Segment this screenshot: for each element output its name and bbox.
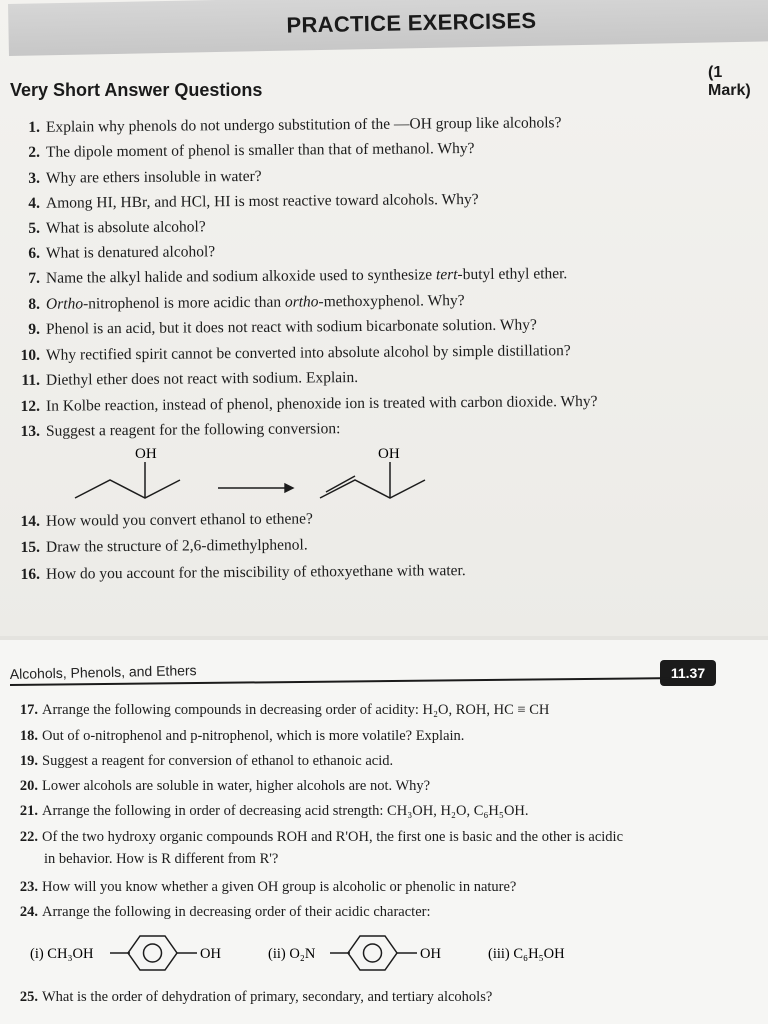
question-22: 22. Of the two hydroxy organic compounds ROH and R'OH, the first one is basic and the other is acidic bbox=[19, 829, 624, 845]
section-title: Very Short Answer Questions bbox=[10, 80, 263, 100]
compound-ii-prefix: (ii) O₂N bbox=[268, 946, 316, 962]
product-oh-label: OH bbox=[378, 446, 400, 462]
question-2: 2. The dipole moment of phenol is smaller than that of methanol. Why? bbox=[28, 139, 475, 161]
marks-label: (1 Mark) bbox=[708, 64, 751, 99]
question-6: 6. What is denatured alcohol? bbox=[28, 243, 216, 262]
reactant-structure bbox=[75, 462, 180, 498]
question-16: 16. How do you account for the miscibility of ethoxyethane with water. bbox=[20, 562, 466, 583]
question-1: 1. Explain why phenols do not undergo substitution of the —OH group like alcohols? bbox=[28, 114, 562, 136]
question-14: 14. How would you convert ethanol to ethene? bbox=[20, 510, 313, 530]
question-10: 10. Why rectified spirit cannot be converted into absolute alcohol by simple distillation? bbox=[20, 342, 571, 364]
question-11: 11. Diethyl ether does not react with sodium. Explain. bbox=[21, 368, 359, 389]
question-23: 23. How will you know whether a given OH group is alcoholic or phenolic in nature? bbox=[19, 879, 517, 895]
question-21: 21. Arrange the following in order of decreasing acid strength: CH₃OH, H₂O, C₆H₅OH. bbox=[19, 803, 529, 819]
question-12: 12. In Kolbe reaction, instead of phenol, phenoxide ion is treated with carbon dioxide. Why? bbox=[20, 392, 598, 415]
reactant-oh-label: OH bbox=[135, 446, 157, 462]
question-8: 8. Ortho-nitrophenol is more acidic than ortho-methoxyphenol. Why? bbox=[28, 292, 465, 313]
question-15: 15. Draw the structure of 2,6-dimethylphenol. bbox=[20, 536, 308, 556]
conversion-diagram bbox=[60, 440, 480, 512]
question-4: 4. Among HI, HBr, and HCl, HI is most reactive toward alcohols. Why? bbox=[28, 190, 479, 212]
compound-i-suffix: OH bbox=[200, 946, 221, 962]
question-3: 3. Why are ethers insoluble in water? bbox=[28, 167, 262, 187]
question-5: 5. What is absolute alcohol? bbox=[28, 218, 206, 237]
question-17: 17. Arrange the following compounds in decreasing order of acidity: H₂O, ROH, HC ≡ CH bbox=[19, 702, 550, 718]
practice-banner bbox=[8, 0, 768, 56]
banner-title: PRACTICE EXERCISES bbox=[286, 7, 537, 38]
compound-ii-ring bbox=[330, 936, 417, 970]
chapter-header: Alcohols, Phenols, and Ethers bbox=[9, 662, 197, 682]
question-13: 13. Suggest a reagent for the following conversion: bbox=[20, 420, 341, 440]
question-9: 9. Phenol is an acid, but it does not react with sodium bicarbonate solution. Why? bbox=[28, 316, 537, 338]
compound-iii: (iii) C₆H₅OH bbox=[488, 946, 565, 962]
question-7: 7. Name the alkyl halide and sodium alkoxide used to synthesize tert-butyl ethyl ether. bbox=[28, 265, 568, 287]
question-18: 18. Out of o-nitrophenol and p-nitrophenol, which is more volatile? Explain. bbox=[19, 728, 465, 744]
question-20: 20. Lower alcohols are soluble in water, higher alcohols are not. Why? bbox=[19, 778, 431, 794]
acidity-compounds bbox=[30, 928, 630, 978]
reaction-arrow bbox=[218, 484, 293, 492]
question-19: 19. Suggest a reagent for conversion of ethanol to ethanoic acid. bbox=[19, 753, 394, 769]
compound-ii-suffix: OH bbox=[420, 946, 441, 962]
product-structure bbox=[320, 462, 425, 498]
question-25: 25. What is the order of dehydration of primary, secondary, and tertiary alcohols? bbox=[19, 989, 493, 1005]
page-number-badge: 11.37 bbox=[660, 660, 716, 686]
question-22-continuation: in behavior. How is R different from R'? bbox=[44, 851, 279, 867]
compound-i-prefix: (i) CH₃OH bbox=[30, 946, 94, 962]
compound-i-ring bbox=[110, 936, 197, 970]
question-24: 24. Arrange the following in decreasing order of their acidic character: bbox=[19, 904, 431, 920]
